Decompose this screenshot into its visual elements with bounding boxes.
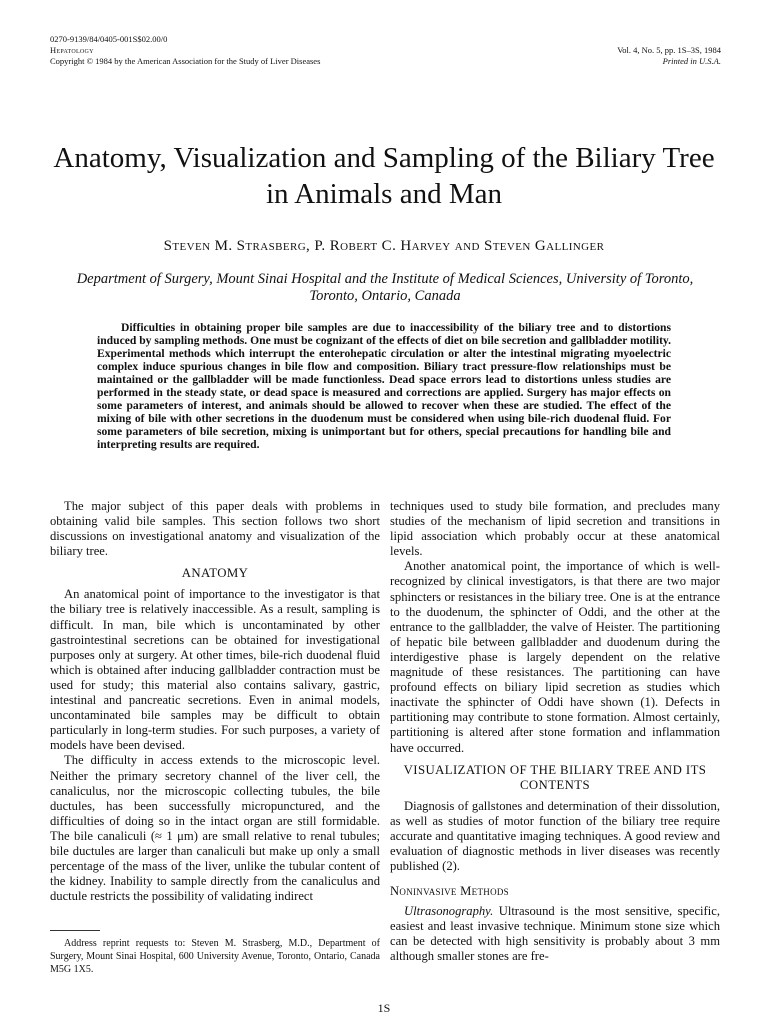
printed-in: Printed in U.S.A.	[662, 56, 721, 66]
footnote-rule	[50, 930, 100, 931]
right-column	[390, 499, 720, 965]
article-title: Anatomy, Visualization and Sampling of the Biliary Tree in Animals and Man	[53, 142, 715, 210]
copyright-line: Copyright © 1984 by the American Association for the Study of Liver Diseases	[50, 56, 321, 66]
noninvasive-heading: Noninvasive Methods	[390, 884, 509, 899]
intro-paragraph: The major subject of this paper deals with problems in obtaining valid bile samples. This section follows two short discussions on investigational anatomy and visualization of the biliary tree.	[50, 499, 380, 559]
left-column	[50, 499, 380, 904]
anatomy-paragraph-1: An anatomical point of importance to the investigator is that the biliary tree is relatively inaccessible. As a result, sampling is difficult. In man, bile which is uncontaminated by other gastrointestinal secretions can be obtained for investigational purposes only at surgery. At other times, bile-rich duodenal fluid which is obtained after inducing gallbladder contraction must be used for study; this material also contains salivary, gastric, intestinal and pancreatic secretions. Even in animal models, uncontaminated bile samples may be difficult to obtain particularly in long-term studies. For such purposes, a variety of models have been devised.	[50, 587, 380, 753]
continued-paragraph: techniques used to study bile formation, and precludes many studies of the mechanism of lipid secretion and transitions in lipid association which probably occur at these anatomical levels.	[390, 499, 720, 559]
ultrasonography-label: Ultrasonography.	[404, 904, 494, 919]
visualization-heading: VISUALIZATION OF THE BILIARY TREE AND ITS CONTENTS	[403, 762, 707, 792]
page-number: 1S	[377, 1001, 391, 1015]
visualization-paragraph: Diagnosis of gallstones and determination of their dissolution, as well as studies of motor function of the biliary tree require accurate and quantitative imaging techniques. A good review and evaluation of diagnostic methods in liver diseases was recently published (2).	[390, 798, 720, 873]
footnote: Address reprint requests to: Steven M. Strasberg, M.D., Department of Surgery, Mount Sinai Hospital, 600 University Avenue, Toronto, Ontario, Canada M5G 1X5.	[50, 938, 380, 975]
anatomy-heading: ANATOMY	[181, 566, 249, 581]
affiliation: Department of Surgery, Mount Sinai Hospital and the Institute of Medical Sciences, University of Toronto, Toronto, Ontario, Canada	[76, 271, 694, 304]
ultrasonography-paragraph	[390, 904, 720, 964]
journal-name: Hepatology	[50, 45, 94, 55]
volume-info: Vol. 4, No. 5, pp. 1S–3S, 1984	[617, 45, 721, 55]
sphincter-paragraph: Another anatomical point, the importance of which is well-recognized by clinical investigators, is that there are two major sphincters or resistances in the biliary tree. One is at the entrance to the duodenum, the sphincter of Oddi, and the other at the entrance to the gallbladder, the valve of Heister. The partitioning of hepatic bile between gallbladder and duodenum during the interdigestive phase is largely dependent on the relative magnitude of these resistances. The partitioning can have profound effects on biliary lipid secretion as studies which inactivate the sphincter of Oddi have shown (1). Defects in partitioning may contribute to stone formation. Almost certainly, partitioning is altered after stone formation and inflammation have occurred.	[390, 559, 720, 755]
header-right	[617, 45, 721, 67]
header-left	[50, 34, 320, 67]
author-list: Steven M. Strasberg, P. Robert C. Harvey and Steven Gallinger	[163, 238, 605, 254]
issn-code: 0270-9139/84/0405-001S$02.00/0	[50, 34, 168, 44]
anatomy-paragraph-2: The difficulty in access extends to the microscopic level. Neither the primary secretory channel of the liver cell, the canaliculus, nor the microscopic collecting tubules, the bile ductules, has been successfully micropunctured, and the difficulties of doing so in the intact organ are still formidable. The bile canaliculi (≈ 1 μm) are small relative to renal tubules; bile ductules are larger than canaliculi but make up only a small percentage of the mass of the liver, unlike the tubular content of the kidney. Inability to sample directly from the canaliculus and ductule restricts the possibility of validating indirect	[50, 753, 380, 904]
abstract: Difficulties in obtaining proper bile samples are due to inaccessibility of the biliary tree and to distortions induced by sampling methods. One must be cognizant of the effects of diet on bile secretion and gallbladder motility. Experimental methods which interrupt the enterohepatic circulation or alter the intestinal migrating myoelectric complex induce spurious changes in bile flow and composition. Biliary tract pressure-flow relationships must be maintained or the gallbladder will be made functionless. Dead space errors lead to distortions unless studies are performed in the steady state, or dead space is measured and corrections are applied. Surgery has major effects on some parameters of interest, and animals should be allowed to recover when these are studied. The effect of the mixing of bile with other secretions in the duodenum must be considered when using bile-rich duodenal fluid. For some parameters of bile secretion, mixing is unimportant but for others, special precautions for handling bile and interpreting results are required.	[97, 321, 671, 451]
ultrasonography-text: Ultrasound is the most sensitive, specific, easiest and least invasive technique. Minimum stone size which can be detected with high sensitivity is probably about 3 mm although smaller stones are fre-	[390, 904, 720, 964]
